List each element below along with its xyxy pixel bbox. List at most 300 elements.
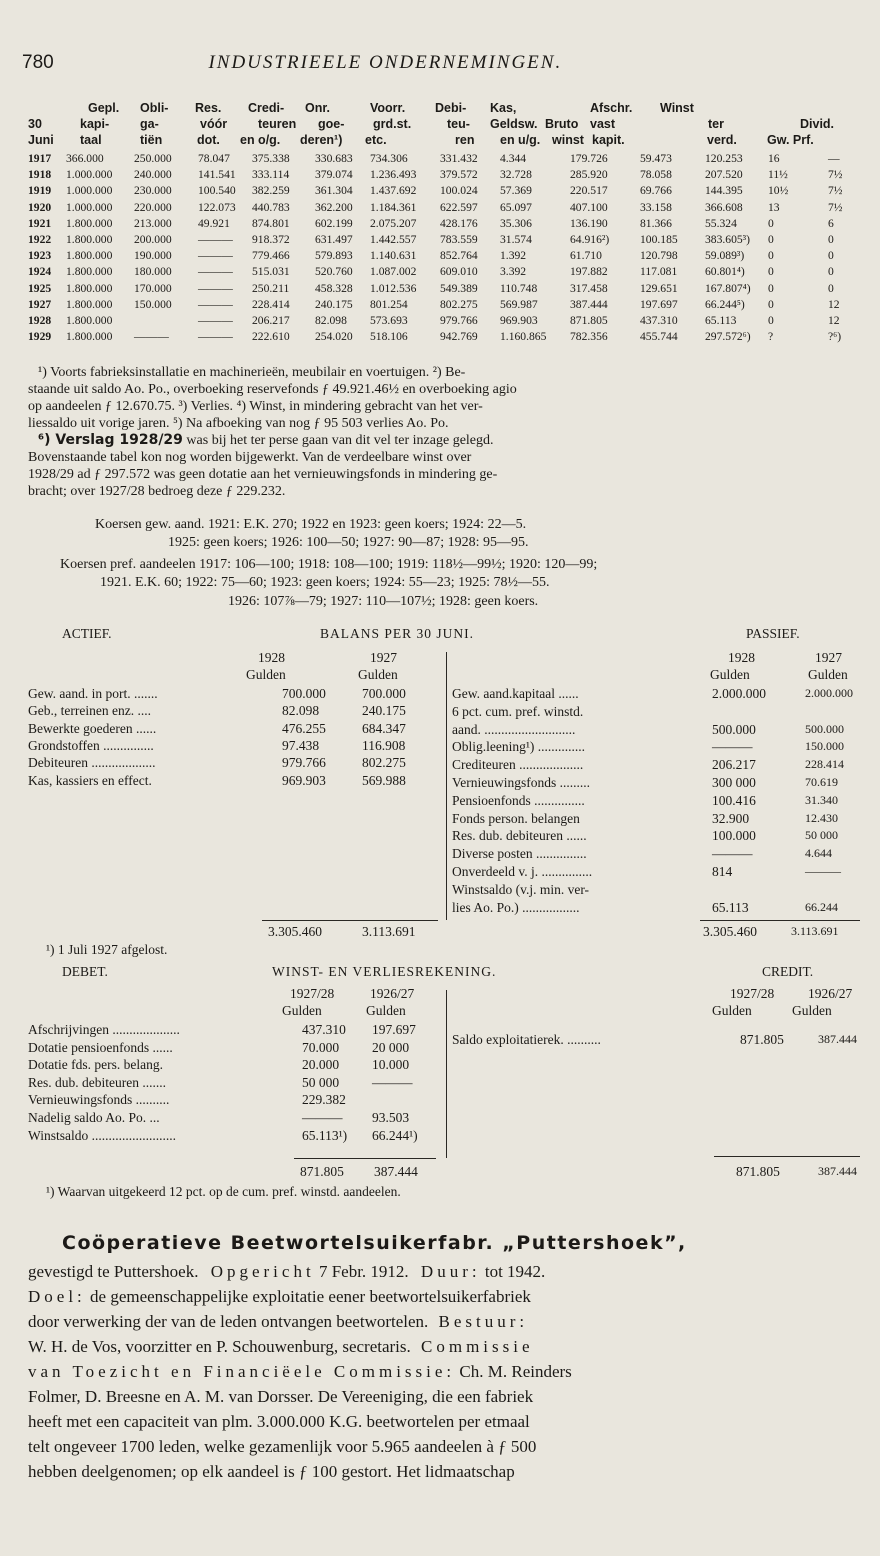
table-cell: 1.800.000: [66, 233, 113, 246]
table-header-cell: Juni: [28, 133, 54, 147]
company-line: [28, 1262, 545, 1282]
table-cell: 254.020: [315, 330, 353, 344]
table-cell: 375.338: [252, 152, 290, 165]
company-line: [28, 1362, 572, 1382]
passief-item-label: Gew. aand.kapitaal ......: [452, 686, 579, 701]
table-cell: 220.000: [134, 200, 172, 214]
total-value: 3.305.460: [703, 924, 757, 939]
table-cell: 32.728: [500, 168, 532, 182]
table-cell: 228.414: [252, 297, 290, 311]
table-cell: 66.244⁵): [705, 297, 745, 311]
debet-item-value: 20.000: [302, 1057, 340, 1073]
table-row-year: 1925: [28, 281, 52, 295]
table-row-year: 1922: [28, 233, 52, 246]
note-line: 1928/29 ad ƒ 297.572 was geen dotatie aan het vernieuwingsfonds in mindering ge-: [28, 467, 498, 482]
table-header-cell: 30: [28, 117, 42, 131]
actief-item-label: Kas, kassiers en effect.: [28, 772, 152, 788]
table-cell: 110.748: [500, 281, 538, 295]
credit-item-value: 871.805: [740, 1032, 784, 1047]
table-cell: 59.089³): [705, 249, 745, 263]
table-cell: 64.916²): [570, 233, 610, 246]
table-header-cell: Winst: [660, 101, 694, 115]
table-cell: 382.259: [252, 184, 290, 198]
table-row-year: 1921: [28, 216, 52, 230]
debet-item-value: 66.244¹): [372, 1127, 418, 1143]
table-cell: 782.356: [570, 330, 608, 344]
commissie-label: Commissie: [421, 1337, 534, 1356]
table-cell: 220.517: [570, 184, 608, 198]
table-cell: 240.000: [134, 168, 172, 182]
table-cell: ———: [198, 281, 233, 295]
table-cell: 1.012.536: [370, 281, 417, 295]
opgericht-label: Opgericht: [210, 1262, 315, 1281]
actief-item-value: 240.175: [362, 703, 406, 719]
actief-item-label: Grondstoffen ...............: [28, 737, 154, 753]
credit-item-label: Saldo exploitatierek. ..........: [452, 1032, 601, 1047]
table-cell: 207.520: [705, 168, 743, 182]
year-label: 1926/27: [370, 986, 415, 1001]
opgericht-value: 7 Febr. 1912.: [318, 1262, 409, 1281]
table-cell: 144.395: [705, 184, 743, 198]
passief-item-value: 814: [712, 864, 733, 879]
debet-item-value: 437.310: [302, 1022, 346, 1037]
company-line: hebben deelgenomen; op elk aandeel is ƒ 100 gestort. Het lidmaatschap: [28, 1462, 515, 1481]
actief-item-value: 476.255: [282, 720, 326, 736]
table-cell: ———: [198, 330, 233, 344]
passief-item-value: ———: [712, 846, 753, 862]
duur-label: Duur:: [420, 1262, 481, 1281]
passief-item-value: 2.000.000: [712, 686, 766, 701]
table-cell: 852.764: [440, 249, 478, 263]
table-cell: 0: [828, 265, 834, 279]
note-text: was bij het ter perse gaan van dit vel ter inzage gelegd.: [182, 433, 494, 448]
table-row-year: 1924: [28, 265, 52, 279]
passief-item-label: Winstsaldo (v.j. min. ver-: [452, 881, 590, 897]
debet-item-value: ———: [372, 1074, 413, 1090]
verslag-label: ⁶) Verslag 1928/29: [38, 432, 183, 448]
debet-item-label: Winstsaldo .........................: [28, 1127, 176, 1143]
actief-item-value: 569.988: [362, 772, 406, 788]
unit-label: Gulden: [792, 1003, 832, 1018]
passief-item-value: 66.244: [805, 899, 838, 914]
table-cell: 250.211: [252, 281, 290, 295]
table-cell: 136.190: [570, 216, 608, 230]
passief-item-value: 228.414: [805, 757, 844, 772]
table-cell: 979.766: [440, 314, 478, 327]
balans-title: BALANS PER 30 JUNI.: [320, 626, 475, 641]
table-cell: 734.306: [370, 152, 408, 165]
actief-item-value: 979.766: [282, 755, 326, 771]
table-cell: 331.432: [440, 152, 478, 165]
table-cell: 0: [768, 314, 774, 327]
table-header-cell: grd.st.: [373, 117, 412, 131]
table-cell: 0: [768, 265, 774, 279]
debet-item-label: Afschrijvingen ....................: [28, 1022, 180, 1037]
table-cell: 31.574: [500, 233, 532, 246]
actief-item-value: 82.098: [282, 703, 320, 719]
table-cell: 366.608: [705, 200, 743, 214]
table-header-cell: taal: [80, 133, 102, 147]
table-header-cell: teu-: [447, 117, 470, 131]
table-cell: 117.081: [640, 265, 678, 279]
debet-item-value: 70.000: [302, 1039, 340, 1055]
page-title: INDUSTRIEELE ONDERNEMINGEN.: [208, 52, 563, 73]
passief-item-label: lies Ao. Po.) .................: [452, 899, 580, 915]
table-cell: 81.366: [640, 216, 672, 230]
passief-item-label: aand. ...........................: [452, 721, 576, 737]
table-header-cell: Afschr.: [590, 101, 633, 115]
year-label: 1927/28: [730, 986, 775, 1001]
table-cell: 0: [768, 249, 774, 263]
table-cell: 60.801⁴): [705, 265, 745, 279]
table-cell: 361.304: [315, 184, 353, 198]
table-row-year: 1927: [28, 297, 52, 311]
table-cell: 100.185: [640, 233, 678, 246]
table-cell: 197.697: [640, 297, 678, 311]
table-cell: 12: [828, 297, 840, 311]
table-cell: 59.473: [640, 152, 672, 165]
company-line: Folmer, D. Breesne en A. M. van Dorsser. De Vereeniging, die een fabriek: [28, 1387, 534, 1406]
table-header-cell: ter: [708, 117, 724, 131]
unit-label: Gulden: [710, 667, 750, 682]
unit-label: Gulden: [246, 667, 286, 682]
debet-item-value: ———: [302, 1110, 343, 1125]
total-value: 387.444: [374, 1164, 418, 1179]
table-cell: 61.710: [570, 249, 602, 263]
passief-item-label: Vernieuwingsfonds .........: [452, 775, 590, 790]
table-cell: 35.306: [500, 216, 532, 230]
table-header-cell: Divid.: [800, 117, 835, 131]
passief-item-label: Oblig.leening¹) ..............: [452, 739, 586, 755]
table-header-cell: ga-: [140, 117, 159, 131]
table-header-cell: vóór: [200, 117, 228, 131]
company-text: W. H. de Vos, voorzitter en P. Schouwenburg, secretaris.: [28, 1337, 411, 1356]
table-cell: 0: [768, 216, 774, 230]
table-cell: 801.254: [370, 297, 408, 311]
passief-item-value: 65.113: [712, 899, 749, 915]
passief-item-label: Crediteuren ...................: [452, 757, 584, 773]
table-cell: 622.597: [440, 200, 478, 214]
table-cell: 428.176: [440, 216, 478, 230]
table-cell: 78.047: [198, 152, 230, 165]
table-header-cell: teuren: [258, 117, 297, 131]
note-line: op aandeelen ƒ 12.670.75. ³) Verlies. ⁴) Winst, in mindering gebracht van het ver-: [28, 399, 483, 414]
passief-item-value: 32.900: [712, 810, 750, 826]
table-header-cell: vast: [590, 117, 616, 131]
note-line: ¹) Voorts fabrieksinstallatie en machinerieën, meubilair en voertuigen. ²) Be-: [38, 365, 466, 380]
debet-item-label: Nadelig saldo Ao. Po. ...: [28, 1110, 160, 1125]
table-header-cell: en u/g.: [500, 133, 541, 147]
company-text: Ch. M. Reinders: [459, 1362, 572, 1381]
passief-item-value: 50 000: [805, 828, 838, 843]
total-rule: [294, 1158, 436, 1159]
passief-item-label: 6 pct. cum. pref. winstd.: [452, 703, 584, 719]
table-cell: 7½: [828, 200, 843, 214]
table-cell: 206.217: [252, 314, 290, 327]
table-cell: 458.328: [315, 281, 353, 295]
page-header: [22, 52, 562, 74]
table-cell: 1.184.361: [370, 200, 417, 214]
note-line: staande uit saldo Ao. Po., overboeking reservefonds ƒ 49.921.46½ en overboeking agio: [28, 382, 517, 397]
debet-item-value: 197.697: [372, 1022, 416, 1037]
table-cell: 57.369: [500, 184, 532, 198]
table-cell: 49.921: [198, 216, 230, 230]
table-cell: 1.800.000: [66, 249, 113, 263]
table-header-cell: Kas,: [490, 101, 517, 115]
unit-label: Gulden: [358, 667, 398, 682]
table-cell: —: [828, 152, 840, 165]
unit-label: Gulden: [282, 1003, 322, 1018]
passief-item-value: 300 000: [712, 775, 756, 790]
table-cell: 129.651: [640, 281, 678, 295]
year-label: 1927/28: [290, 986, 335, 1001]
table-cell: 16: [768, 152, 780, 165]
passief-item-value: ———: [712, 739, 753, 755]
note-line: bracht; over 1927/28 bedroeg deze ƒ 229.232.: [28, 484, 286, 499]
table-cell: 3.392: [500, 265, 527, 279]
unit-label: Gulden: [808, 667, 848, 682]
table-cell: 122.073: [198, 200, 236, 214]
table-cell: 783.559: [440, 233, 478, 246]
company-line: [28, 1287, 531, 1307]
actief-item-value: 684.347: [362, 720, 406, 736]
table-cell: 240.175: [315, 297, 353, 311]
table-cell: 2.075.207: [370, 216, 417, 230]
passief-item-label: Diverse posten ...............: [452, 846, 587, 862]
table-cell: ———: [198, 297, 233, 311]
actief-item-label: Debiteuren ...................: [28, 755, 156, 771]
passief-item-value: 70.619: [805, 775, 838, 789]
table-cell: 197.882: [570, 265, 608, 279]
table-header-cell: tiën: [140, 133, 163, 147]
table-cell: 55.324: [705, 216, 737, 230]
debet-item-value: 65.113¹): [302, 1127, 348, 1143]
table-header-cell: dot.: [197, 133, 220, 147]
table-cell: 69.766: [640, 184, 672, 198]
table-cell: 874.801: [252, 216, 290, 230]
balans-footnote: ¹) 1 Juli 1927 afgelost.: [46, 942, 168, 957]
table-row-year: 1918: [28, 168, 52, 182]
table-cell: 779.466: [252, 249, 290, 263]
company-line: [28, 1337, 534, 1357]
table-cell: 13: [768, 200, 780, 214]
table-cell: 200.000: [134, 233, 172, 246]
table-cell: 1.000.000: [66, 200, 113, 214]
actief-item-value: 700.000: [362, 686, 406, 701]
passief-item-value: 100.000: [712, 828, 756, 844]
table-cell: 0: [768, 297, 774, 311]
note-line: liessaldo uit vorige jaren. ⁵) Na afboeking van nog ƒ 95 503 verlies Ao. Po.: [28, 416, 449, 431]
table-cell: 440.783: [252, 200, 290, 214]
actief-item-value: 97.438: [282, 737, 320, 753]
table-cell: 631.497: [315, 233, 353, 246]
table-header-cell: Bruto: [545, 117, 579, 131]
total-value: 3.305.460: [268, 924, 322, 939]
table-cell: 1.000.000: [66, 184, 113, 198]
table-header-cell: Res.: [195, 101, 222, 115]
passief-item-value: 12.430: [805, 810, 838, 825]
company-text: door verwerking der van de leden ontvangen beetwortelen.: [28, 1312, 429, 1331]
note-line: Bovenstaande tabel kon nog worden bijgewerkt. Van de verdeelbare winst over: [28, 450, 472, 465]
debet-item-value: 10.000: [372, 1057, 410, 1073]
table-cell: 437.310: [640, 314, 678, 327]
table-cell: ———: [134, 330, 169, 344]
table-cell: 120.798: [640, 249, 678, 263]
table-cell: 0: [768, 233, 774, 246]
table-header-cell: verd.: [707, 133, 737, 147]
total-value: 3.113.691: [362, 924, 416, 939]
actief-title: ACTIEF.: [62, 626, 112, 641]
table-cell: 407.100: [570, 200, 608, 214]
table-cell: 120.253: [705, 152, 743, 165]
actief-item-value: 969.903: [282, 772, 326, 788]
table-cell: 602.199: [315, 216, 353, 230]
debet-item-label: Dotatie pensioenfonds ......: [28, 1039, 173, 1055]
table-cell: 180.000: [134, 265, 172, 279]
year-label: 1927: [370, 650, 397, 665]
table-cell: 65.097: [500, 200, 532, 214]
table-cell: 230.000: [134, 184, 172, 198]
table-cell: 1.800.000: [66, 216, 113, 230]
table-cell: ?⁶): [828, 330, 842, 344]
table-cell: 383.605³): [705, 233, 751, 246]
table-row-year: 1923: [28, 249, 52, 263]
koersen-line: Koersen pref. aandeelen 1917: 106—100; 1918: 108—100; 1919: 118½—99½; 1920: 120—99;: [60, 557, 598, 572]
winst-divider: [446, 990, 447, 1158]
debet-item-value: 229.382: [302, 1092, 346, 1108]
table-cell: 6: [828, 216, 834, 230]
commissie-label: van Toezicht en Financiëele Commissie:: [28, 1362, 456, 1381]
table-header-cell: Credi-: [248, 101, 285, 115]
table-cell: 190.000: [134, 249, 172, 263]
table-cell: 569.987: [500, 297, 538, 311]
table-cell: 609.010: [440, 265, 478, 279]
table-cell: 1.140.631: [370, 249, 417, 263]
table-header-cell: Debi-: [435, 101, 467, 115]
company-line: [28, 1312, 528, 1332]
table-cell: ———: [198, 314, 233, 327]
actief-item-value: 116.908: [362, 737, 406, 753]
table-cell: 333.114: [252, 168, 290, 182]
passief-item-value: ———: [805, 864, 841, 878]
table-header-cell: kapi-: [80, 117, 110, 131]
table-cell: 167.807⁴): [705, 281, 751, 295]
table-cell: 379.572: [440, 168, 478, 182]
passief-item-label: Fonds person. belangen: [452, 810, 580, 826]
table-cell: 969.903: [500, 314, 538, 327]
table-row-year: 1917: [28, 152, 52, 165]
table-cell: 179.726: [570, 152, 608, 165]
credit-item-value: 387.444: [818, 1032, 857, 1046]
debet-item-label: Vernieuwingsfonds ..........: [28, 1092, 170, 1108]
total-rule: [700, 920, 860, 921]
table-cell: 222.610: [252, 330, 290, 344]
debet-item-label: Dotatie fds. pers. belang.: [28, 1057, 163, 1073]
table-cell: 1.000.000: [66, 168, 113, 182]
table-cell: 0: [828, 281, 834, 295]
table-cell: 65.113: [705, 314, 737, 327]
table-cell: 78.058: [640, 168, 672, 182]
actief-item-value: 802.275: [362, 755, 406, 771]
table-cell: 515.031: [252, 265, 290, 279]
table-cell: 33.158: [640, 200, 672, 214]
table-header-cell: ren: [455, 133, 475, 147]
actief-item-value: 700.000: [282, 686, 326, 701]
table-cell: 150.000: [134, 297, 172, 311]
actief-item-label: Gew. aand. in port. .......: [28, 686, 158, 701]
table-cell: 10½: [768, 184, 789, 198]
passief-item-value: 500.000: [712, 721, 756, 737]
total-value: 871.805: [736, 1164, 780, 1179]
year-label: 1926/27: [808, 986, 853, 1001]
table-cell: ———: [198, 233, 233, 246]
table-cell: 0: [768, 281, 774, 295]
winst-title: WINST- EN VERLIESREKENING.: [272, 964, 497, 979]
debet-item-value: 93.503: [372, 1110, 410, 1125]
doel-value: de gemeenschappelijke exploitatie eener beetwortelsuikerfabriek: [90, 1287, 531, 1306]
table-cell: 1.800.000: [66, 297, 113, 311]
table-cell: 7½: [828, 168, 843, 182]
table-header-cell: Obli-: [140, 101, 169, 115]
passief-item-label: Pensioenfonds ...............: [452, 792, 585, 808]
table-cell: 11½: [768, 168, 788, 182]
table-cell: 802.275: [440, 297, 478, 311]
passief-item-value: 100.416: [712, 792, 756, 808]
table-cell: 1.437.692: [370, 184, 417, 198]
winst-footnote: ¹) Waarvan uitgekeerd 12 pct. op de cum. pref. winstd. aandeelen.: [46, 1184, 401, 1199]
table-cell: 1.800.000: [66, 314, 113, 327]
table-cell: 4.344: [500, 152, 527, 165]
table-cell: 0: [828, 233, 834, 246]
table-cell: 387.444: [570, 297, 608, 311]
year-label: 1927: [815, 650, 842, 665]
passief-item-value: 2.000.000: [805, 686, 853, 700]
debet-item-label: Res. dub. debiteuren .......: [28, 1074, 166, 1090]
table-cell: 520.760: [315, 265, 353, 279]
actief-item-label: Bewerkte goederen ......: [28, 720, 157, 736]
table-header-cell: Voorr.: [370, 101, 406, 115]
table-cell: 573.693: [370, 314, 408, 327]
table-cell: 1.442.557: [370, 233, 417, 246]
table-cell: 330.683: [315, 152, 353, 165]
total-rule: [714, 1156, 860, 1157]
debet-item-value: 50 000: [302, 1074, 340, 1090]
table-cell: 1.392: [500, 249, 527, 263]
koersen-line: 1925: geen koers; 1926: 100—50; 1927: 90—87; 1928: 95—95.: [168, 535, 529, 550]
total-rule: [262, 920, 438, 921]
year-label: 1928: [728, 650, 755, 665]
table-row-year: 1928: [28, 314, 52, 327]
table-cell: 918.372: [252, 233, 290, 246]
debet-item-value: 20 000: [372, 1039, 410, 1055]
table-cell: 362.200: [315, 200, 353, 214]
table-cell: 297.572⁶): [705, 330, 751, 344]
table-cell: 1.236.493: [370, 168, 417, 182]
table-row-year: 1929: [28, 330, 52, 344]
table-cell: 1.800.000: [66, 330, 113, 344]
page-number: 780: [22, 52, 54, 73]
koersen-line: 1921. E.K. 60; 1922: 75—60; 1923: geen koers; 1924: 55—23; 1925: 78½—55.: [100, 575, 550, 590]
table-cell: 1.800.000: [66, 281, 113, 295]
passief-item-label: Onverdeeld v. j. ...............: [452, 864, 593, 879]
table-cell: 100.024: [440, 184, 478, 198]
table-cell: 250.000: [134, 152, 172, 165]
table-header-cell: Gw. Prf.: [767, 133, 814, 147]
table-cell: 549.389: [440, 281, 478, 295]
table-cell: 7½: [828, 184, 843, 198]
koersen-line: Koersen gew. aand. 1921: E.K. 270; 1922 en 1923: geen koers; 1924: 22—5.: [95, 517, 527, 532]
table-cell: 455.744: [640, 330, 678, 344]
